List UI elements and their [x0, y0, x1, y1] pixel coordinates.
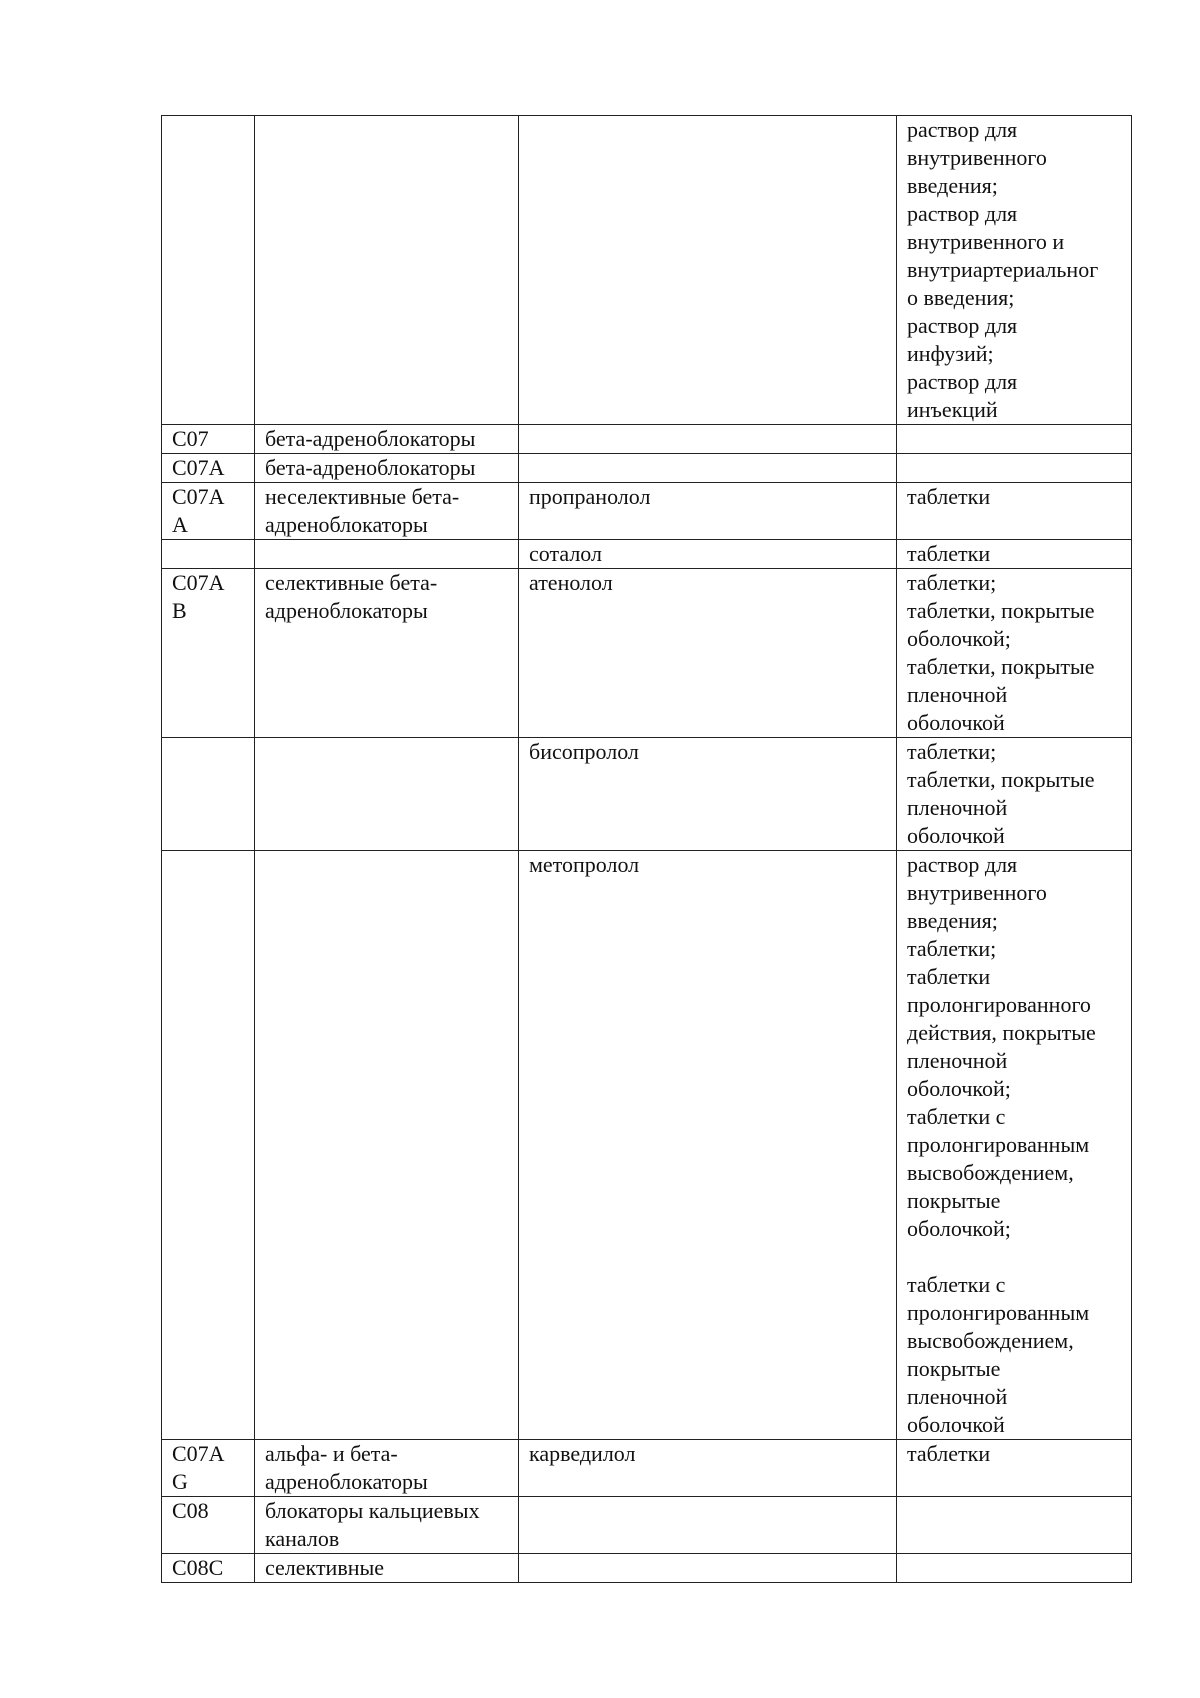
table-row [162, 454, 1132, 483]
dosage-form-cell [897, 454, 1132, 483]
dosage-form-cell: таблетки; таблетки, покрытые пленочной оболочкой [897, 738, 1132, 851]
dosage-form-cell: раствор для внутривенного введения; таблетки; таблетки пролонгированного действия, покрытые пленочной оболочкой; таблетки с пролонгированным высвобождением, покрытые оболочкой; таблетки с пролонгированным высвобождением, покрытые пленочной оболочкой [897, 851, 1132, 1440]
drug-name-cell: метопролол [519, 851, 897, 1440]
drug-name-cell [519, 116, 897, 425]
table-row [162, 851, 1132, 1440]
drug-name-cell [519, 1554, 897, 1583]
atc-code-cell: C08 [162, 1497, 255, 1554]
drug-name-cell: соталол [519, 540, 897, 569]
table-row [162, 1440, 1132, 1497]
group-name-cell: селективные [255, 1554, 519, 1583]
drug-name-cell [519, 425, 897, 454]
table-row [162, 738, 1132, 851]
drug-name-cell: пропранолол [519, 483, 897, 540]
dosage-form-cell: таблетки [897, 540, 1132, 569]
group-name-cell: альфа- и бета- адреноблокаторы [255, 1440, 519, 1497]
drug-name-cell [519, 454, 897, 483]
atc-code-cell [162, 116, 255, 425]
group-name-cell [255, 738, 519, 851]
atc-code-cell [162, 540, 255, 569]
group-name-cell: бета-адреноблокаторы [255, 425, 519, 454]
atc-code-cell: C07 [162, 425, 255, 454]
table-row [162, 1554, 1132, 1583]
table-row [162, 483, 1132, 540]
atc-code-cell: C07A B [162, 569, 255, 738]
dosage-form-cell [897, 1554, 1132, 1583]
table-row [162, 116, 1132, 425]
dosage-form-cell [897, 1497, 1132, 1554]
table-row [162, 569, 1132, 738]
drug-name-cell: бисопролол [519, 738, 897, 851]
group-name-cell: неселективные бета- адреноблокаторы [255, 483, 519, 540]
atc-code-cell: C07A G [162, 1440, 255, 1497]
dosage-form-cell: таблетки [897, 483, 1132, 540]
group-name-cell [255, 116, 519, 425]
atc-code-cell [162, 738, 255, 851]
drug-name-cell [519, 1497, 897, 1554]
atc-code-cell: C08C [162, 1554, 255, 1583]
drug-name-cell: карведилол [519, 1440, 897, 1497]
group-name-cell: бета-адреноблокаторы [255, 454, 519, 483]
atc-code-cell [162, 851, 255, 1440]
table-row [162, 425, 1132, 454]
group-name-cell: блокаторы кальциевых каналов [255, 1497, 519, 1554]
dosage-form-cell: таблетки [897, 1440, 1132, 1497]
group-name-cell [255, 540, 519, 569]
drug-name-cell: атенолол [519, 569, 897, 738]
drug-classification-table [161, 115, 1132, 1583]
dosage-form-cell: таблетки; таблетки, покрытые оболочкой; таблетки, покрытые пленочной оболочкой [897, 569, 1132, 738]
atc-code-cell: C07A A [162, 483, 255, 540]
table-row [162, 1497, 1132, 1554]
dosage-form-cell [897, 425, 1132, 454]
dosage-form-cell: раствор для внутривенного введения; раствор для внутривенного и внутриартериальног о введения; раствор для инфузий; раствор для инъекций [897, 116, 1132, 425]
group-name-cell [255, 851, 519, 1440]
atc-code-cell: C07A [162, 454, 255, 483]
table-row [162, 540, 1132, 569]
group-name-cell: селективные бета- адреноблокаторы [255, 569, 519, 738]
